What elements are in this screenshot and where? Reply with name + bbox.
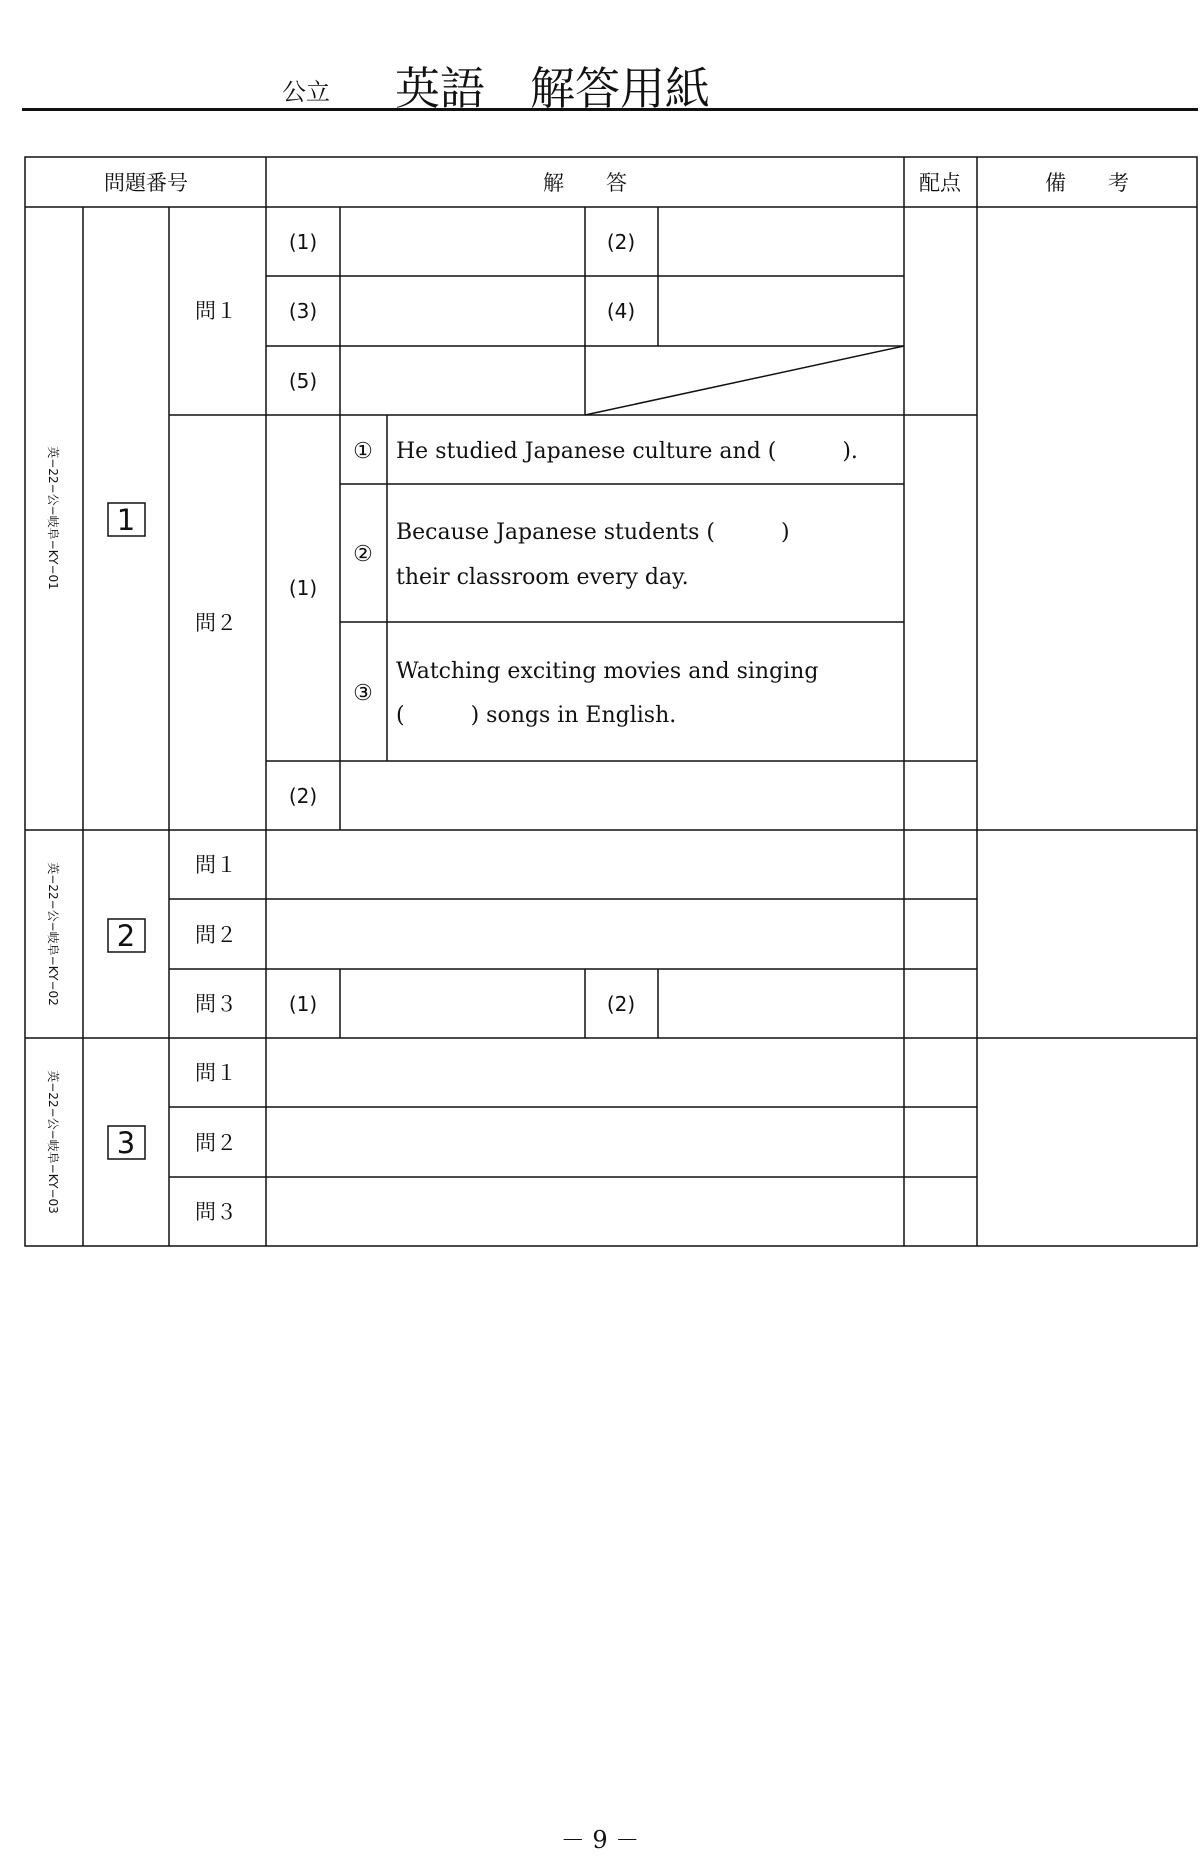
s2-q3-sub-2: (2) — [606, 992, 636, 1016]
s2-q3-label: 問３ — [195, 992, 237, 1016]
header-question-number: 問題番号 — [104, 171, 188, 195]
s1-q1-sub-3: (3) — [288, 299, 318, 323]
school-type: 公立 — [282, 78, 330, 106]
page-title: 英語 解答用紙 — [395, 62, 711, 115]
s1-q1-sub-2: (2) — [606, 230, 636, 254]
s3-q1-label: 問１ — [195, 1061, 237, 1085]
item-3-line-2: ( ) songs in English. — [396, 703, 677, 728]
s1-q1-label: 問１ — [195, 299, 237, 323]
s1-q1-sub-1: (1) — [288, 230, 318, 254]
item-2-line-1: Because Japanese students ( ) — [396, 520, 790, 545]
item-3-line-1: Watching exciting movies and singing — [396, 659, 819, 684]
s2-q1-label: 問１ — [195, 853, 237, 877]
s2-q3-sub-1: (1) — [288, 992, 318, 1016]
s3-q2-label: 問２ — [195, 1131, 237, 1155]
s1-q1-sub-5: (5) — [288, 369, 318, 393]
slash-cell — [585, 346, 904, 415]
s2-q2-label: 問２ — [195, 923, 237, 947]
s1-q2-label: 問２ — [195, 611, 237, 635]
s1-q1-sub-4: (4) — [606, 299, 636, 323]
section-2-code: 英−22−公−岐阜−KY−02 — [46, 862, 60, 1006]
page-number: － 9 － — [560, 1826, 640, 1854]
item-3-mark: ③ — [353, 681, 373, 706]
section-3-code: 英−22−公−岐阜−KY−03 — [46, 1070, 60, 1214]
s3-q3-label: 問３ — [195, 1200, 237, 1224]
s1-q2-sub-2: (2) — [288, 784, 318, 808]
header-score: 配点 — [919, 171, 961, 195]
section-3-number: 3 — [116, 1126, 136, 1160]
item-1-mark: ① — [353, 439, 373, 464]
item-1-line-1: He studied Japanese culture and ( ). — [396, 439, 858, 464]
s1-q2-sub-1: (1) — [288, 576, 318, 600]
section-2-number: 2 — [116, 919, 136, 953]
header-answer: 解 答 — [543, 171, 627, 195]
section-1-number: 1 — [116, 503, 136, 537]
section-1-code: 英−22−公−岐阜−KY−01 — [46, 446, 60, 590]
header-remarks: 備 考 — [1045, 171, 1129, 195]
item-2-line-2: their classroom every day. — [396, 565, 689, 590]
item-2-mark: ② — [353, 542, 373, 567]
